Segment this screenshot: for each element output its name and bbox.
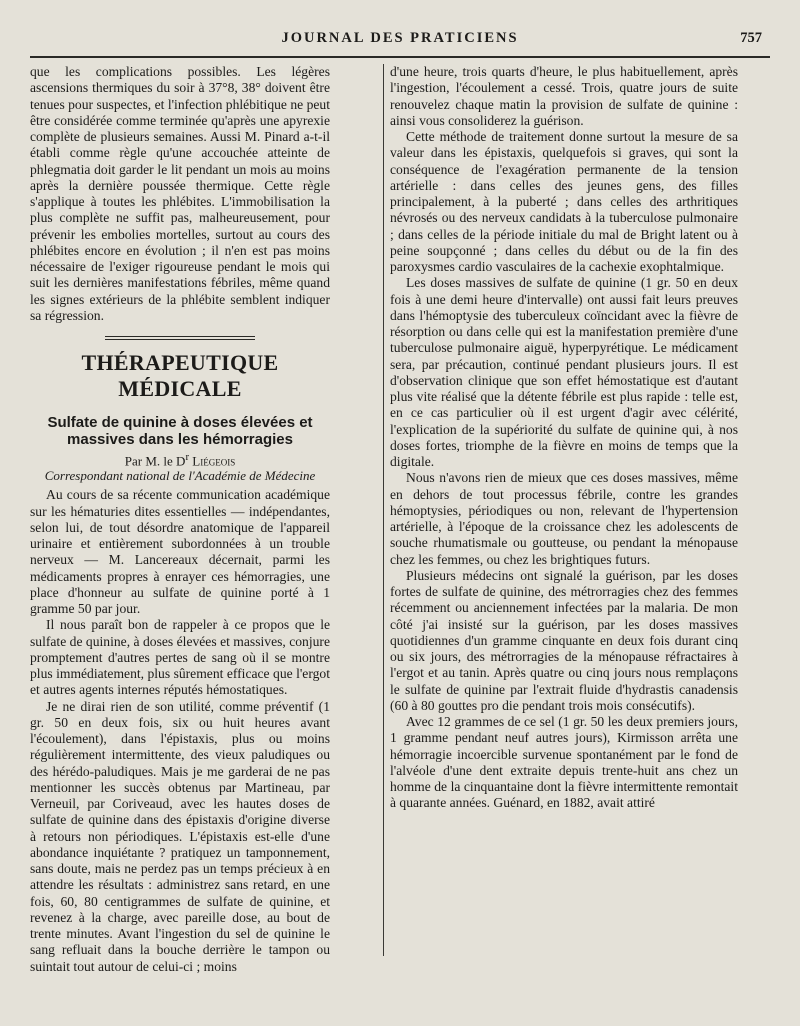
right-column	[390, 64, 738, 812]
paragraph: Nous n'avons rien de mieux que ces doses massives, même en dehors de tout processus fébrile, contre les grandes hémoptysies, périodiques ou non, relevant de l'hypertension artérielle, à l'époque de la croissance chez les adolescents de souche rhumatismale ou goutteuse, ou pendant la ménopause chez les femmes, ou chez les brightiques futurs.	[390, 470, 738, 567]
paragraph: Les doses massives de sulfate de quinine (1 gr. 50 en deux fois à une demi heure d'intervalle) ont aussi fait leurs preuves dans l'hémoptysie des tuberculeux coïncidant avec la fièvre de résorption ou dans celle qui est la manifestation première d'une tuberculose pulmonaire aiguë, hyperpyrétique. Le médicament sera, par précaution, continué pendant plusieurs jours. Il est d'observation clinique que son effet hémostatique est d'autant plus vite réalisé que la détente fébrile est plus rapide : telle est, en ce cas particulier où il est urgent d'agir avec célérité, l'explication de la supériorité du sulfate de quinine qui, à nos doses fortes, triomphe de la fièvre en moins de temps que la digitale.	[390, 275, 738, 469]
section-title: THÉRAPEUTIQUE MÉDICALE	[81, 350, 279, 401]
page-number: 757	[740, 30, 762, 46]
paragraph: Au cours de sa récente communication académique sur les hématuries dites essentielles — indépendantes, selon lui, de tout désordre anatomique de l'appareil urinaire et entièrement subordonnées à un trouble nerveux — M. Lancereaux décernait, parmi les médicaments propres à enrayer ces hémorragies, une place d'honneur au sulfate de quinine porté à 1 gramme 50 par jour.	[30, 487, 330, 617]
paragraph: Avec 12 grammes de ce sel (1 gr. 50 les deux premiers jours, 1 gramme pendant neuf autres jours), Kirmisson arrêta une hémorragie incoercible survenue spontanément par le fond de l'alvéole d'une dent extraite depuis trente-huit ans chez un homme de la cinquantaine dont la fièvre intermittente remontait à quarante années. Guénard, en 1882, avait attiré	[390, 714, 738, 811]
paragraph: Je ne dirai rien de son utilité, comme préventif (1 gr. 50 en deux fois, six ou huit heures avant l'écoulement), dans l'épistaxis, plus ou moins régulièrement intermittente, des vieux paludiques ou des hérédo-paludiques. Mais je me garderai de ne pas mentionner les succès obtenus par Martineau, par Verneuil, par Coriveaud, avec les hautes doses de sulfate de quinine dans des épistaxis d'origine diverse à retours non périodiques. L'épistaxis est-elle d'une abondance inquiétante ? pratiquez un tamponnement, sans doute, mais ne perdez pas un temps précieux à en attendre les résultats : administrez sans retard, en une fois, 60, 80 centigrammes de sulfate de quinine, et revenez à la charge, avec pareille dose, au bout de trente minutes. Avant l'ingestion du sel de quinine le sang refluait dans la bouche derrière le tampon ou suintait tout autour de celui-ci ; moins	[30, 698, 330, 974]
journal-title: JOURNAL DES PRATICIENS	[281, 30, 519, 46]
paragraph: Il nous paraît bon de rappeler à ce propos que le sulfate de quinine, à doses élevées et massives, conjure promptement d'autres pertes de sang où il se montre plus immédiatement, plus sûrement efficace que l'ergot et autres agents internes réputés hémostatiques.	[30, 617, 330, 698]
byline-author: Liégeois	[192, 453, 236, 469]
paragraph: Cette méthode de traitement donne surtout la mesure de sa valeur dans les épistaxis, quelquefois si graves, qui sont la conséquence de l'exagération permanente de la tension artérielle : dans celles des jeunes gens, des filles principalement, à la puberté ; dans celles des arthritiques névrosés ou des nerveux candidats à la tuberculose pulmonaire ; dans celles de la période initiale du mal de Bright latent ou à peine soupçonné ; dans celles du début ou de la fin des paroxysmes cardio vasculaires de la cachexie exophtalmique.	[390, 129, 738, 274]
article-title: Sulfate de quinine à doses élevées et massives dans les hémorragies	[47, 414, 313, 448]
column-divider	[383, 64, 384, 956]
byline-prefix: Par M. le D	[124, 453, 186, 469]
article-byline	[30, 450, 330, 468]
section-divider	[105, 336, 255, 340]
paragraph-continued: que les complications possibles. Les légères ascensions thermiques du soir à 37°8, 38° doivent être tenues pour suspectes, et l'infection phlébitique ne peut être considérée comme terminée qu'après une apyrexie complète de plusieurs semaines. Aussi M. Pinard a-t-il établi comme règle qu'une accouchée atteinte de phlegmatia doit garder le lit pendant un mois au moins après la dernière poussée thermique. Cette règle s'applique à toutes les phlébites. L'immobilisation la plus complète ne suffit pas, malheureusement, pour prévenir les embolies mortelles, surtout au cours des phlébites encore en évolution ; il n'en est pas moins nécessaire de l'exiger rigoureuse pendant le mois qui suit les dernières manifestations fébriles, même quand les signes extérieurs de la phlébite semblent indiquer sa régression.	[30, 64, 330, 323]
author-affiliation: Correspondant national de l'Académie de Médecine	[44, 468, 316, 484]
byline-sup: r	[185, 451, 190, 463]
left-column	[30, 64, 330, 975]
paragraph: Plusieurs médecins ont signalé la guérison, par les doses fortes de sulfate de quinine, des métrorragies chez des femmes récemment ou anciennement infectées par la malaria. De mon côté j'ai insisté sur la guérison, par les doses massives quotidiennes d'un gramme cinquante en deux fois durant cinq ou six jours, des métrorragies de la ménopause réfractaires à l'ergot et au tanin. Après quatre ou cinq jours nous remplaçons le sulfate de quinine par l'extrait fluide d'hydrastis canadensis (60 à 80 gouttes pro die pendant trois mois consécutifs).	[390, 567, 738, 713]
running-header	[30, 26, 770, 58]
paragraph-continued: d'une heure, trois quarts d'heure, le plus habituellement, après l'ingestion, l'écoulement a cessé. Trois, quatre jours de suite renouvelez chaque matin la provision de sulfate de quinine : ainsi vous consoliderez la guérison.	[390, 64, 738, 128]
